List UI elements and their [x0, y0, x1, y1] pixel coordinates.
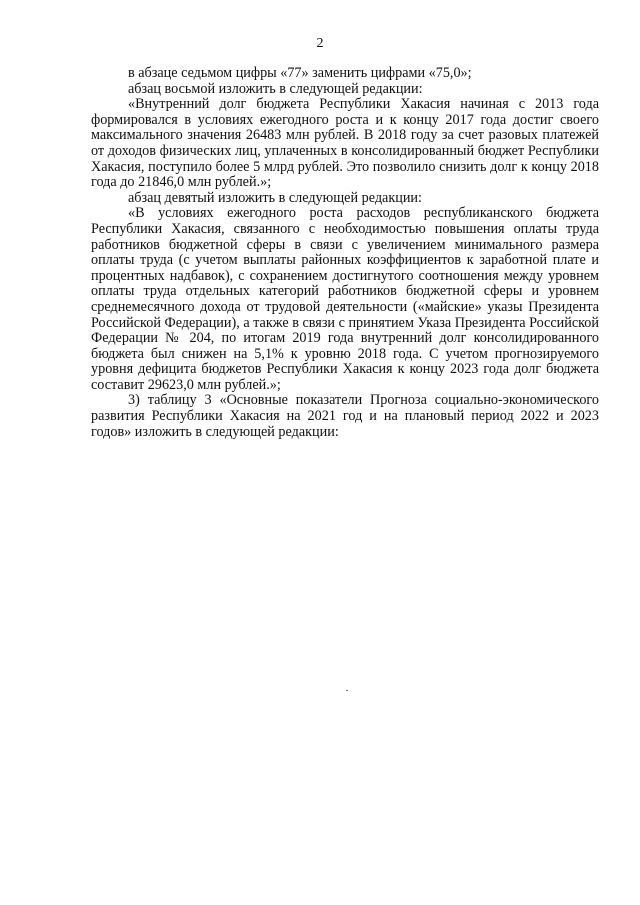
- paragraph-budget-growth: «В условиях ежегодного роста расходов республиканского бюджета Республики Хакасия, связанного с необходимостью повышения оплаты труда работников бюджетной сферы в связи с увеличением минимального размера оплаты труда (с учетом выплаты районных коэффициентов к заработной плате и процентных надбавок), с сохранением достигнутого соотношения между уровнем оплаты труда отдельных категорий работников бюджетной сферы и уровнем среднемесячного дохода от трудовой деятельности («майские» указы Президента Российской Федерации), а также в связи с принятием Указа Президента Российской Федерации № 204, по итогам 2019 года внутренний долг консолидированного бюджета был снижен на 5,1% к уровню 2018 года. С учетом прогнозируемого уровня дефицита бюджетов Республики Хакасия к концу 2023 года долг бюджета составит 29623,0 млн рублей.»;: [91, 205, 599, 393]
- page-number: 2: [316, 36, 324, 51]
- paragraph-internal-debt: «Внутренний долг бюджета Республики Хакасия начиная с 2013 года формировался в условиях ежегодного роста и к концу 2017 года достиг своего максимального значения 26483 млн рублей. В 2018 году за счет разовых платежей от доходов физических лиц, уплаченных в консолидированный бюджет Республики Хакасия, поступило более 5 млрд рублей. Это позволило снизить долг к концу 2018 года до 21846,0 млн рублей.»;: [91, 96, 599, 191]
- paragraph-ninth-intro: абзац девятый изложить в следующей редакции:: [128, 189, 422, 206]
- paragraph-digit-replacement: в абзаце седьмом цифры «77» заменить цифрами «75,0»;: [128, 65, 472, 81]
- paragraph-table-3: 3) таблицу 3 «Основные показатели Прогноза социально-экономического развития Республики Хакасия на 2021 год и на плановый период 2022 и 2023 годов» изложить в следующей редакции:: [91, 392, 599, 440]
- document-body: [91, 66, 599, 440]
- paragraph-eighth-intro: абзац восьмой изложить в следующей редакции:: [128, 80, 423, 97]
- scan-speck: [346, 690, 348, 691]
